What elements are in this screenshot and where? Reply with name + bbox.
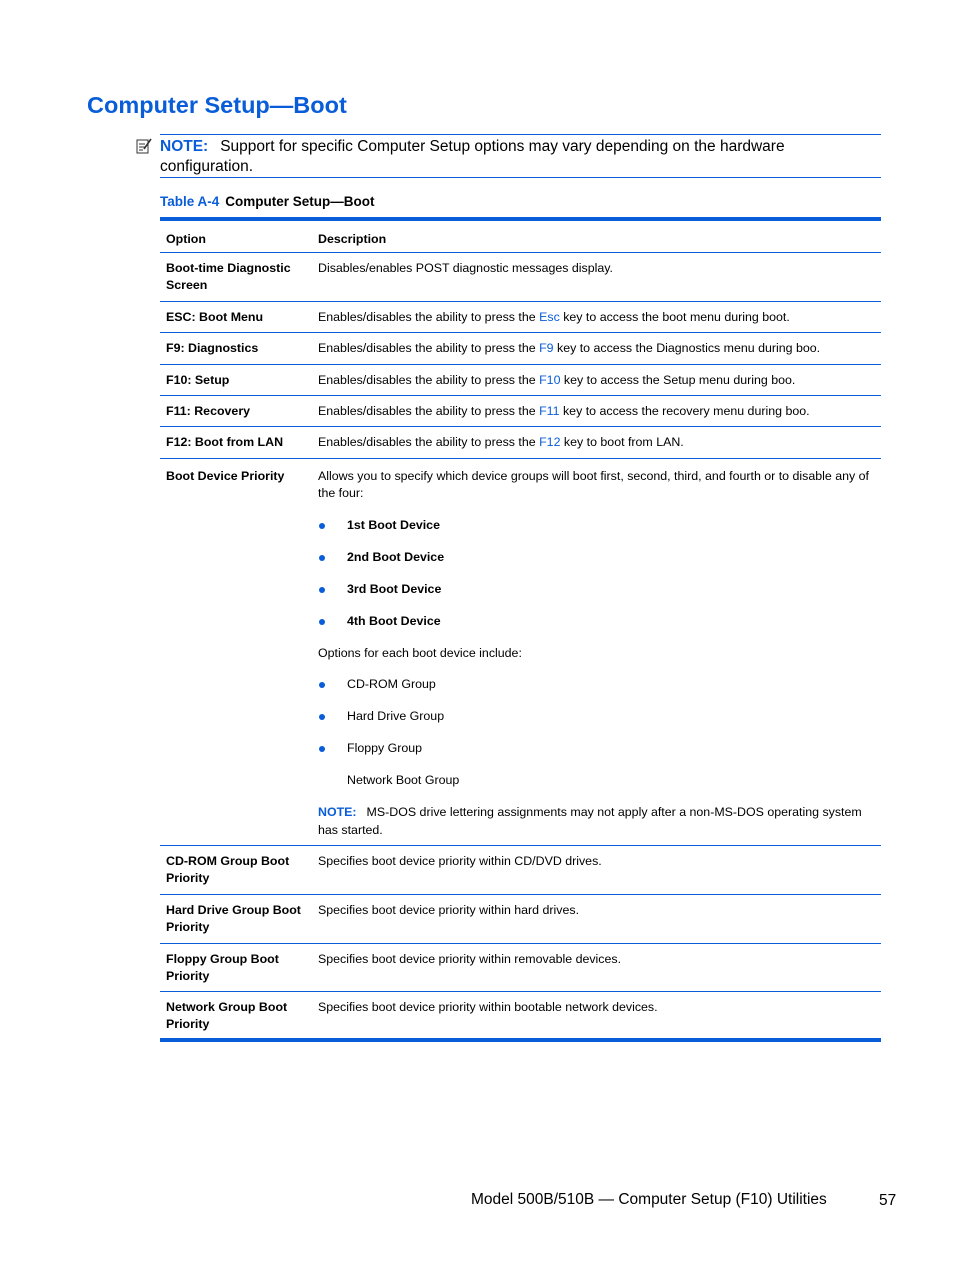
description-text: Enables/disables the ability to press the (318, 372, 540, 387)
option-cell: F9: Diagnostics (160, 332, 312, 364)
description-cell: Specifies boot device priority within CD/DVD drives. (312, 845, 881, 894)
option-cell: CD-ROM Group Boot Priority (160, 845, 312, 894)
list-item-text: CD-ROM Group (347, 677, 436, 691)
list-item-text: 4th Boot Device (347, 613, 441, 628)
key-name: F10 (539, 372, 561, 387)
column-header-option: Option (160, 219, 312, 252)
description-text: key to access the boot menu during boot. (559, 309, 790, 324)
description-cell (312, 426, 881, 458)
bullet-dot-icon (319, 714, 325, 720)
list-item-text: 1st Boot Device (347, 517, 440, 532)
description-text: key to boot from LAN. (560, 434, 684, 449)
list-item-text: 2nd Boot Device (347, 549, 445, 564)
option-cell: Boot Device Priority (160, 458, 312, 845)
list-item-text: Network Boot Group (347, 773, 460, 787)
note-pencil-icon (136, 138, 152, 154)
page-title: Computer Setup—Boot (87, 92, 347, 118)
option-cell: F10: Setup (160, 364, 312, 395)
page-number: 57 (879, 1192, 897, 1209)
description-text: Enables/disables the ability to press the (318, 403, 540, 418)
option-cell: Floppy Group Boot Priority (160, 943, 312, 991)
description-text: key to access the Setup menu during boo. (560, 372, 796, 387)
bullet-dot-icon (319, 587, 325, 593)
description-cell: Specifies boot device priority within bootable network devices. (318, 999, 658, 1014)
key-name: F12 (539, 434, 561, 449)
description-cell: Specifies boot device priority within hard drives. (312, 894, 881, 943)
bullet-dot-icon (319, 619, 325, 625)
table-row (160, 894, 881, 943)
description-text: Enables/disables the ability to press the (318, 434, 540, 449)
list-item-text: 3rd Boot Device (347, 581, 442, 596)
table-row-boot-device-priority (160, 458, 881, 845)
list-item (318, 517, 875, 535)
description-cell (312, 395, 881, 426)
table-row (160, 395, 881, 426)
note-box (160, 134, 881, 178)
description-text: Enables/disables the ability to press the (318, 340, 540, 355)
description-cell (312, 301, 881, 332)
list-item-text: Hard Drive Group (347, 709, 445, 723)
table-row (160, 301, 881, 332)
table-row (160, 426, 881, 458)
description-cell: Disables/enables POST diagnostic messages display. (312, 252, 881, 301)
description-text: key to access the recovery menu during boo. (559, 403, 810, 418)
option-cell: F11: Recovery (160, 395, 312, 426)
description-text: key to access the Diagnostics menu during boo. (553, 340, 821, 355)
description-cell: Specifies boot device priority within removable devices. (312, 943, 881, 991)
inner-note-text: MS-DOS drive lettering assignments may not apply after a non-MS-DOS operating system has started. (318, 805, 862, 837)
table-row (160, 364, 881, 395)
boot-device-list (318, 517, 875, 631)
table-row (160, 845, 881, 894)
description-cell (312, 364, 881, 395)
boot-group-list (318, 676, 875, 790)
boot-options-table (160, 217, 881, 1042)
bullet-dot-icon (319, 682, 325, 688)
note-text: Support for specific Computer Setup options may vary depending on the hardware configuration. (160, 138, 785, 175)
option-cell: Boot-time Diagnostic Screen (160, 252, 312, 301)
table-caption-title: Computer Setup—Boot (225, 194, 375, 209)
description-text: Enables/disables the ability to press the (318, 309, 540, 324)
table-header-row (160, 219, 881, 252)
footer-title: Model 500B/510B — Computer Setup (F10) Utilities (471, 1191, 827, 1208)
boot-priority-intro: Allows you to specify which device groups will boot first, second, third, and fourth or to disable any of the four: (318, 468, 869, 500)
list-item-text: Floppy Group (347, 741, 423, 755)
bullet-dot-icon (319, 746, 325, 752)
list-item (318, 740, 875, 758)
table-caption-number: Table A-4 (160, 194, 220, 209)
list-item (318, 676, 875, 694)
list-item (318, 613, 875, 631)
table-row (160, 252, 881, 301)
table-row (160, 332, 881, 364)
key-name: F11 (539, 403, 560, 418)
table-row (160, 991, 881, 1040)
options-intro: Options for each boot device include: (318, 645, 522, 660)
option-cell: Hard Drive Group Boot Priority (160, 894, 312, 943)
option-cell: F12: Boot from LAN (160, 426, 312, 458)
inner-note (318, 804, 875, 839)
inner-note-label: NOTE: (318, 805, 357, 819)
column-header-description: Description (312, 219, 881, 252)
bullet-dot-icon (319, 523, 325, 529)
key-name: Esc (539, 309, 560, 324)
list-item (318, 772, 875, 790)
option-cell: ESC: Boot Menu (160, 301, 312, 332)
option-cell: Network Group Boot Priority (166, 999, 288, 1031)
key-name: F9 (539, 340, 554, 355)
list-item (318, 549, 875, 567)
description-cell (312, 332, 881, 364)
table-row (160, 943, 881, 991)
description-cell (312, 458, 881, 845)
note-label: NOTE: (160, 138, 209, 155)
list-item (318, 708, 875, 726)
bullet-dot-icon (319, 555, 325, 561)
table-caption (160, 194, 375, 209)
list-item (318, 581, 875, 599)
